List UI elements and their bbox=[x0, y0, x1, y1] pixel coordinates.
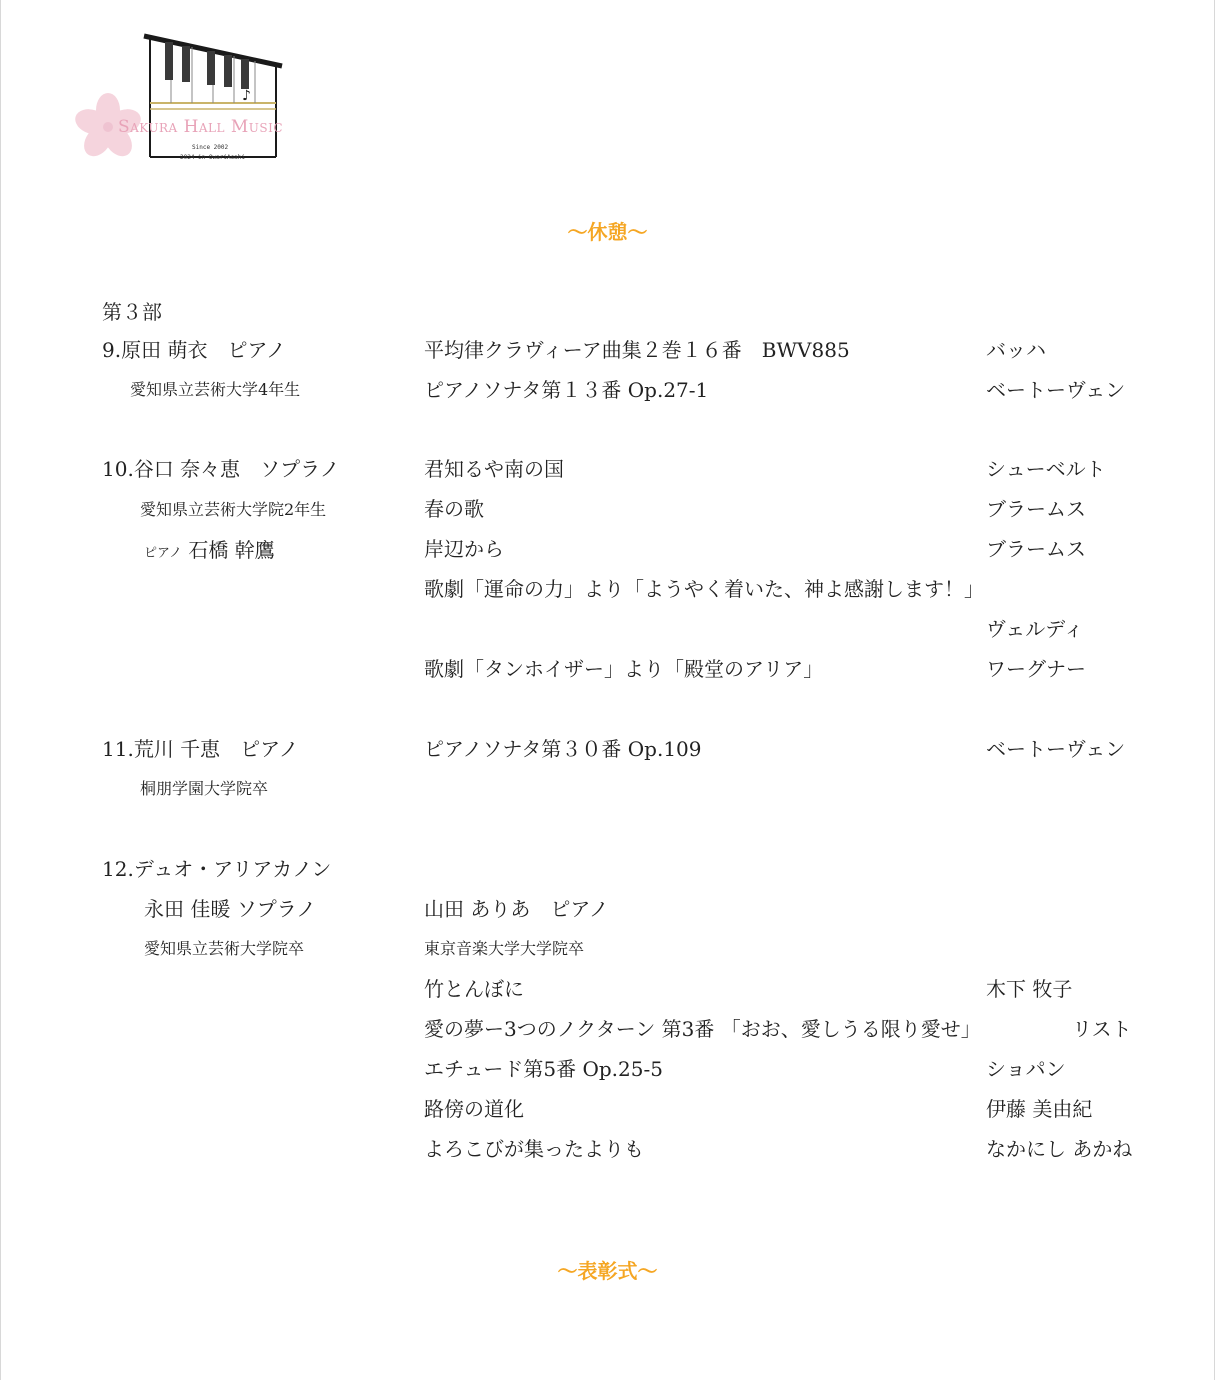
work-title: エチュード第5番 Op.25-5 bbox=[424, 1057, 663, 1081]
accompanist bbox=[144, 536, 275, 568]
performer-affiliation: 愛知県立芸術大学院2年生 bbox=[140, 500, 327, 519]
break-heading: ～休憩～ bbox=[567, 220, 648, 244]
member-2-name: 山田 ありあ ピアノ bbox=[424, 897, 609, 921]
music-note-icon: ♪ bbox=[242, 88, 251, 104]
work-composer: ベートーヴェン bbox=[986, 378, 1126, 402]
member-2-affiliation: 東京音楽大学大学院卒 bbox=[424, 939, 585, 958]
performer-name: デュオ・アリアカノン bbox=[133, 857, 332, 881]
logo-since: Since 2002 bbox=[192, 144, 229, 151]
work-composer: シューベルト bbox=[986, 457, 1106, 481]
work-title: ピアノソナタ第１３番 Op.27-1 bbox=[424, 378, 709, 402]
performer-entry bbox=[102, 455, 340, 483]
work-title: 路傍の道化 bbox=[424, 1097, 524, 1121]
work-composer: 木下 牧子 bbox=[986, 977, 1073, 1001]
work-title: ピアノソナタ第３０番 Op.109 bbox=[424, 737, 702, 761]
accompanist-name: 石橋 幹鷹 bbox=[188, 538, 275, 562]
performer-number: 12. bbox=[102, 857, 134, 881]
performer-number: 11. bbox=[102, 737, 134, 761]
performer-name: 荒川 千恵 ピアノ bbox=[133, 737, 299, 761]
performer-affiliation: 桐朋学園大学院卒 bbox=[140, 779, 269, 798]
performer-name: 原田 萌衣 ピアノ bbox=[121, 338, 286, 362]
work-composer: ショパン bbox=[986, 1057, 1066, 1081]
accompanist-label: ピアノ bbox=[144, 546, 182, 561]
work-composer: 伊藤 美由紀 bbox=[986, 1097, 1093, 1121]
work-composer: リスト bbox=[1072, 1017, 1132, 1041]
work-composer: ブラームス bbox=[986, 537, 1086, 561]
work-title: よろこびが集ったよりも bbox=[424, 1137, 644, 1161]
work-composer: ベートーヴェン bbox=[986, 737, 1126, 761]
performer-number: 9. bbox=[102, 338, 122, 362]
work-composer: ブラームス bbox=[986, 497, 1086, 521]
logo-text: Sakura Hall Music bbox=[118, 117, 284, 137]
work-composer: バッハ bbox=[986, 338, 1046, 362]
part-title: 第３部 bbox=[102, 300, 162, 324]
work-title: 歌劇「タンホイザー」より「殿堂のアリア」 bbox=[424, 657, 824, 681]
performer-name: 谷口 奈々恵 ソプラノ bbox=[133, 457, 340, 481]
performer-entry bbox=[102, 855, 331, 883]
ceremony-heading: ～表彰式～ bbox=[557, 1259, 658, 1283]
work-title: 春の歌 bbox=[424, 497, 484, 521]
member-1-name: 永田 佳暖 ソプラノ bbox=[144, 897, 317, 921]
performer-number: 10. bbox=[102, 457, 134, 481]
performer-entry bbox=[102, 735, 299, 763]
work-composer: ヴェルディ bbox=[986, 617, 1084, 641]
work-title: 君知るや南の国 bbox=[424, 457, 564, 481]
work-title: 平均律クラヴィーア曲集２巻１６番 BWV885 bbox=[424, 338, 850, 362]
work-composer: なかにし あかね bbox=[986, 1137, 1133, 1161]
performer-entry bbox=[102, 336, 286, 364]
work-title: 岸辺から bbox=[424, 537, 504, 561]
performer-affiliation: 愛知県立芸術大学4年生 bbox=[130, 380, 301, 399]
logo bbox=[70, 30, 335, 175]
work-title: 竹とんぼに bbox=[424, 977, 524, 1001]
member-1-affiliation: 愛知県立芸術大学院卒 bbox=[144, 939, 305, 958]
logo-place: 2024 in OwariAsahi bbox=[180, 154, 246, 161]
work-title: 愛の夢ー3つのノクターン 第3番 「おお、愛しうる限り愛せ」 bbox=[424, 1017, 981, 1041]
work-composer: ワーグナー bbox=[986, 657, 1086, 681]
work-title: 歌劇「運命の力」より「ようやく着いた、神よ感謝します！」 bbox=[424, 577, 984, 601]
